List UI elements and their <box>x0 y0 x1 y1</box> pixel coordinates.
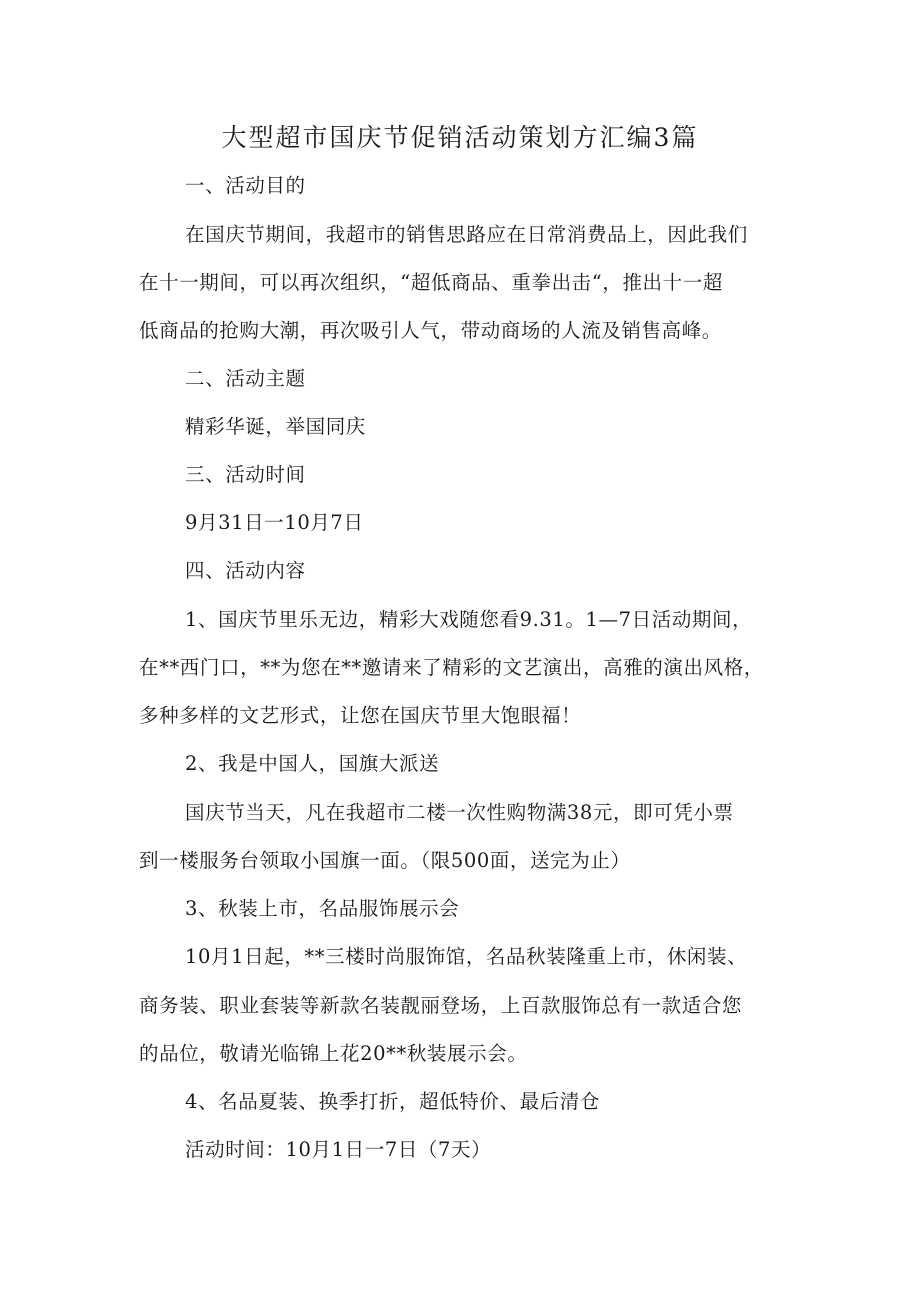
heading-activity-time: 三、活动时间 <box>185 463 306 486</box>
paragraph-line: 多种多样的文艺形式，让您在国庆节里大饱眼福！ <box>139 704 582 727</box>
document-title: 大型超市国庆节促销活动策划方汇编3篇 <box>221 123 699 152</box>
paragraph-line: 到一楼服务台领取小国旗一面。（限500面，送完为止） <box>139 849 631 872</box>
paragraph-line: 低商品的抢购大潮，再次吸引人气，带动商场的人流及销售高峰。 <box>139 319 722 342</box>
subheading-item-2: 2、我是中国人，国旗大派送 <box>185 752 440 775</box>
heading-activity-content: 四、活动内容 <box>185 559 306 582</box>
heading-activity-theme: 二、活动主题 <box>185 367 306 390</box>
paragraph-line: 9月31日一10月7日 <box>185 511 364 534</box>
subheading-item-4: 4、名品夏装、换季打折，超低特价、最后清仓 <box>185 1090 601 1113</box>
paragraph-line: 活动时间：10月1日一7日（7天） <box>185 1138 492 1161</box>
paragraph-line: 的品位，敬请光临锦上花20**秋装展示会。 <box>139 1042 528 1065</box>
paragraph-line: 商务装、职业套装等新款名装靓丽登场，上百款服饰总有一款适合您 <box>139 994 743 1017</box>
paragraph-line: 10月1日起，**三楼时尚服饰馆，名品秋装隆重上市，休闲装、 <box>185 945 748 968</box>
paragraph-line: 国庆节当天，凡在我超市二楼一次性购物满38元，即可凭小票 <box>185 801 734 824</box>
subheading-item-3: 3、秋装上市，名品服饰展示会 <box>185 897 460 920</box>
paragraph-line: 在**西门口，**为您在**邀请来了精彩的文艺演出，高雅的演出风格， <box>139 656 764 679</box>
paragraph-line: 精彩华诞，举国同庆 <box>185 415 366 438</box>
paragraph-line: 在十一期间，可以再次组织，“超低商品、重拳出击“，推出十一超 <box>139 271 723 294</box>
paragraph-line: 1、国庆节里乐无边，精彩大戏随您看9.31。1—7日活动期间， <box>185 608 753 631</box>
paragraph-line: 在国庆节期间，我超市的销售思路应在日常消费品上，因此我们 <box>185 223 748 246</box>
heading-activity-purpose: 一、活动目的 <box>185 174 306 197</box>
